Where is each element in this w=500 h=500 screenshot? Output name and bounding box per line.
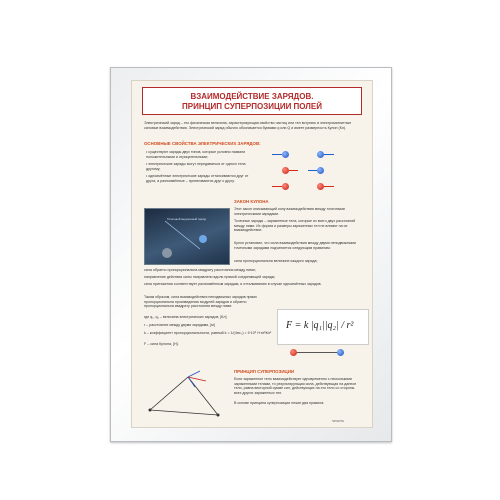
poster-title bbox=[142, 87, 362, 115]
formula-text: F = k |q₁||q₂| / r² bbox=[286, 320, 354, 331]
conclusion-text: Таким образом, сила взаимодействия неподвижных зарядов прямо пропорциональна произведению модулей зарядов и обратно пропорциональна квадрату расстояния между ними: bbox=[144, 295, 257, 309]
prop-item-2: • электрические заряды могут передаваться от одного тела другому; bbox=[146, 162, 256, 171]
prop-item-3: • одноимённые электрические заряды отталкиваются друг от друга, а разноимённые – притягиваются друг к другу. bbox=[146, 174, 256, 183]
def-4: F – сила Кулона, [Н]. bbox=[144, 342, 179, 346]
title-line-2: ПРИНЦИП СУПЕРПОЗИЦИИ ПОЛЕЙ bbox=[181, 102, 323, 111]
coulomb-experiment-image bbox=[144, 208, 230, 265]
poster-board bbox=[110, 67, 392, 442]
coulomb-intro: Этот закон описывающий силу взаимодействия между точечными электрическими зарядами. bbox=[234, 207, 345, 216]
superposition-vector-diagram bbox=[140, 365, 230, 425]
coulomb-rules-intro: Кулон установил, что сила взаимодействия между двумя неподвижными точечными зарядами подчиняется следующим правилам: bbox=[234, 241, 356, 250]
title-line-1: ВЗАИМОДЕЙСТВИЕ ЗАРЯДОВ. bbox=[190, 92, 314, 101]
coulomb-rule-2: сила обратно пропорциональна квадрату расстояния между ними; bbox=[144, 268, 256, 272]
def-2: r – расстояние между двумя зарядами, [м] bbox=[144, 323, 215, 327]
publisher-logo: SPORTA bbox=[332, 419, 345, 423]
point-charges-text: Точечные заряды – заряженные тела, которые из всего двух расстояний между ними. Их форма и размеры заряженных тел не влияют на их взаимодействие. bbox=[234, 219, 356, 233]
coulomb-rule-3: направление действия силы направлено вдоль прямой соединяющей заряды; bbox=[144, 275, 276, 279]
coulomb-heading: ЗАКОН КУЛОНА bbox=[234, 199, 269, 204]
coulomb-rule-1: сила пропорциональна величине каждого заряда; bbox=[234, 259, 318, 263]
def-3: k – коэффициент пропорциональности, равный k = 1/(4πε₀) = 9·10⁹ Н·м²/Кл² bbox=[144, 331, 272, 335]
intro-text: Электрический заряд – это физическая величина, характеризующая свойство частиц или тел вступать в электромагнитные силовые взаимодействия. Электрический заряд обычно обозначается буквами q или Q и имеет размерность Кулон (Кл). bbox=[144, 121, 352, 130]
superposition-text: Если заряженное тело взаимодействует одновременно с несколькими заряженными телами, то результирующая сила, действующая на данное тело, равна векторной сумме сил, действующих на это тело со стороны всех других заряженных тел. bbox=[234, 377, 357, 395]
superposition-text-2: В основе принципа суперпозиции лежат два правила: bbox=[234, 401, 325, 405]
def-1: где q₁, q₂ – величина электрических зарядов, [Кл] bbox=[144, 315, 227, 319]
picture-label: Точечный медленный заряд bbox=[167, 217, 207, 221]
coulomb-rule-4: сила притяжения соответствует разноимённым зарядам, и отталкиванию в случае одноимённых зарядов. bbox=[144, 282, 322, 286]
superposition-heading: ПРИНЦИП СУПЕРПОЗИЦИИ bbox=[234, 369, 295, 374]
coulomb-formula bbox=[277, 309, 369, 345]
props-heading: ОСНОВНЫЕ СВОЙСТВА ЭЛЕКТРИЧЕСКИХ ЗАРЯДОВ: bbox=[144, 141, 261, 146]
poster-content bbox=[131, 80, 373, 428]
prop-item-1: • существуют заряды двух типов, которые условно назвали положительными и отрицательными; bbox=[146, 150, 256, 159]
